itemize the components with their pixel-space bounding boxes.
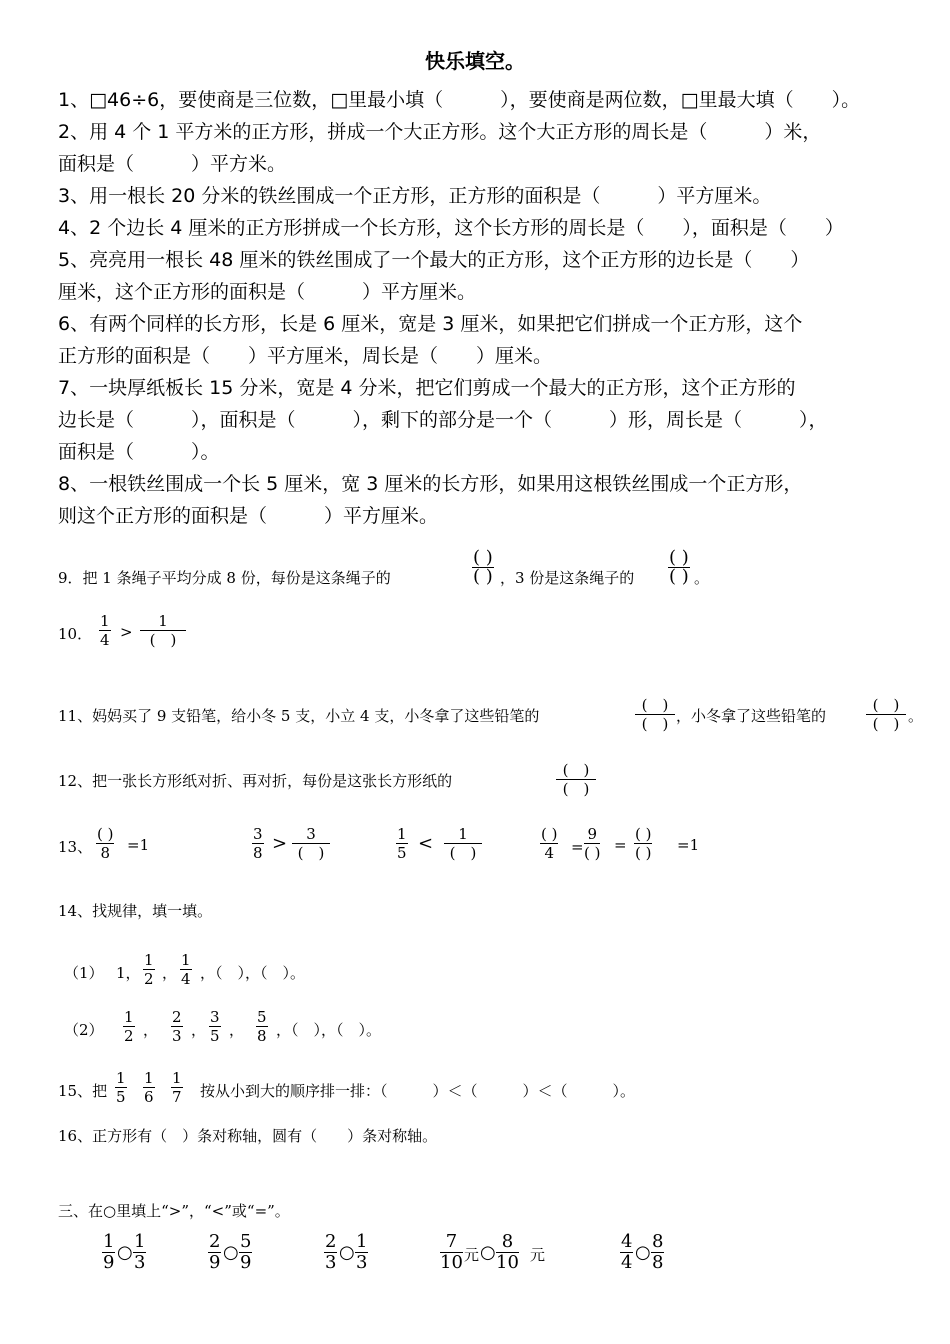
denominator: 4 <box>181 970 191 988</box>
question-11-text-1: 11、妈妈买了 9 支铅笔，给小冬 5 支，小立 4 支，小冬拿了这些铅笔的 <box>58 707 540 725</box>
compare-circle: ○ <box>635 1242 651 1263</box>
less-than-sign: < <box>418 833 434 854</box>
question-14-1-label: （1） <box>64 964 104 982</box>
numerator: 2 <box>325 1231 337 1252</box>
numerator: 5 <box>240 1231 252 1252</box>
question-7-line-1: 7、一块厚纸板长 15 分米，宽是 4 分米，把它们剪成一个最大的正方形，这个正方形的 <box>58 377 796 399</box>
yuan-unit: 元 <box>464 1246 480 1264</box>
question-4: 4、2 个边长 4 厘米的正方形拼成一个长方形，这个长方形的周长是（ ），面积是（ ） <box>58 217 844 239</box>
fraction-five-eighths <box>256 1008 268 1045</box>
fraction-two-thirds <box>171 1008 183 1045</box>
question-13-fraction-d-1 <box>540 825 558 862</box>
denominator: 6 <box>144 1088 154 1106</box>
question-5-line-1: 5、亮亮用一根长 48 厘米的铁丝围成了一个最大的正方形，这个正方形的边长是（ ） <box>58 249 810 271</box>
compare-circle: ○ <box>117 1242 133 1263</box>
question-11-text-2: ，小冬拿了这些铅笔的 <box>676 707 827 725</box>
numerator: 1 <box>444 825 482 844</box>
denominator: 4 <box>544 844 555 862</box>
denominator: ( ) <box>297 844 325 862</box>
denominator: 2 <box>144 970 154 988</box>
comma: ， <box>229 1021 245 1039</box>
fraction-three-fifths <box>209 1008 221 1045</box>
numerator: ( ) <box>556 761 596 780</box>
question-13-fraction-c-right <box>444 825 482 862</box>
denominator: 3 <box>134 1252 146 1273</box>
compare-3-left <box>324 1232 337 1273</box>
numerator: ( ) <box>635 696 675 715</box>
numerator: ( ) <box>473 547 493 568</box>
numerator: ( ) <box>541 825 558 843</box>
compare-5-left <box>620 1232 633 1273</box>
numerator: 8 <box>496 1232 519 1253</box>
question-14-2-label: （2） <box>64 1021 104 1039</box>
fraction-one-seventh <box>171 1069 183 1106</box>
question-6-line-1: 6、有两个同样的长方形，长是 6 厘米，宽是 3 厘米，如果把它们拼成一个正方形，这个 <box>58 313 803 335</box>
page-title: 快乐填空。 <box>425 49 525 73</box>
numerator: 4 <box>621 1231 633 1252</box>
question-8-line-2: 则这个正方形的面积是（ ）平方厘米。 <box>58 505 439 527</box>
compare-4-right <box>496 1232 519 1273</box>
question-14-text: 14、找规律，填一填。 <box>58 902 213 920</box>
denominator: 9 <box>240 1252 252 1273</box>
denominator: ( ) <box>635 844 652 862</box>
question-14-1-start: 1， <box>116 964 141 982</box>
question-2-line-1: 2、用 4 个 1 平方米的正方形，拼成一个大正方形。这个大正方形的周长是（ ）米， <box>58 121 822 143</box>
numerator: 1 <box>103 1231 115 1252</box>
compare-circle: ○ <box>223 1242 239 1263</box>
compare-1-left <box>102 1232 115 1273</box>
question-10-label: 10． <box>58 625 93 643</box>
denominator: 3 <box>325 1252 337 1273</box>
question-13-fraction-d-3 <box>634 825 652 862</box>
compare-4-left <box>440 1232 463 1273</box>
denominator: 3 <box>356 1252 368 1273</box>
question-11-text-3: 。 <box>908 707 924 725</box>
compare-1-right <box>133 1232 146 1273</box>
question-8-line-1: 8、一根铁丝围成一个长 5 厘米，宽 3 厘米的长方形，如果用这根铁丝围成一个正方形， <box>58 473 803 495</box>
denominator: 7 <box>172 1088 182 1106</box>
denominator: 9 <box>209 1252 221 1273</box>
numerator: 2 <box>172 1008 182 1026</box>
fraction-one-half <box>123 1008 135 1045</box>
numerator: 1 <box>116 1069 126 1087</box>
question-15-text-2: 按从小到大的顺序排一排：（ ）＜（ ）＜（ ）。 <box>200 1082 636 1100</box>
denominator: ( ) <box>149 631 177 649</box>
question-5-line-2: 厘米，这个正方形的面积是（ ）平方厘米。 <box>58 281 477 303</box>
numerator: 1 <box>144 1069 154 1087</box>
numerator: 1 <box>144 951 154 969</box>
numerator: 3 <box>253 825 263 843</box>
denominator: 10 <box>496 1252 519 1273</box>
question-13-equals-one-a: =1 <box>127 836 150 854</box>
compare-2-right <box>239 1232 252 1273</box>
numerator: 1 <box>140 612 186 631</box>
numerator: 8 <box>652 1231 664 1252</box>
question-14-2-tail: ，（ ），（ ）。 <box>276 1021 382 1039</box>
numerator: ( ) <box>669 547 689 568</box>
denominator: 5 <box>397 844 407 862</box>
denominator: ( ) <box>449 844 477 862</box>
denominator: 5 <box>116 1088 126 1106</box>
comma: ， <box>162 964 178 982</box>
numerator: ( ) <box>635 825 652 843</box>
question-12-text: 12、把一张长方形纸对折、再对折，每份是这张长方形纸的 <box>58 772 453 790</box>
fraction-one-sixth <box>143 1069 155 1106</box>
numerator: 1 <box>356 1231 368 1252</box>
question-14-1-tail: ，（ ），（ ）。 <box>200 964 306 982</box>
question-11-fraction-2 <box>866 696 906 733</box>
question-13-fraction-b-right <box>292 825 330 862</box>
question-7-line-3: 面积是（ ）。 <box>58 441 220 463</box>
question-15-text-1: 15、把 <box>58 1082 108 1100</box>
numerator: 5 <box>257 1008 267 1026</box>
denominator: ( ) <box>473 566 493 587</box>
denominator: ( ) <box>669 566 689 587</box>
denominator: 8 <box>253 844 263 862</box>
question-12-fraction <box>556 761 596 798</box>
numerator: ( ) <box>97 825 114 843</box>
numerator: 1 <box>172 1069 182 1087</box>
numerator: 1 <box>100 612 110 630</box>
denominator: 10 <box>440 1252 463 1273</box>
numerator: 7 <box>440 1232 463 1253</box>
question-9-text-2: ，3 份是这条绳子的 <box>500 569 635 587</box>
equals-sign: = <box>571 838 584 856</box>
denominator: 2 <box>124 1027 134 1045</box>
question-3: 3、用一根长 20 分米的铁丝围成一个正方形，正方形的面积是（ ）平方厘米。 <box>58 185 772 207</box>
equals-sign: = <box>614 836 627 854</box>
question-10-fraction-left <box>99 612 111 649</box>
compare-3-right <box>355 1232 368 1273</box>
comma: ， <box>143 1021 159 1039</box>
question-7-line-2: 边长是（ ），面积是（ ），剩下的部分是一个（ ）形，周长是（ ）， <box>58 409 828 431</box>
denominator: 9 <box>103 1252 115 1273</box>
question-2-line-2: 面积是（ ）平方米。 <box>58 153 287 175</box>
question-13-fraction-a <box>96 825 114 862</box>
denominator: ( ) <box>872 715 900 733</box>
question-6-line-2: 正方形的面积是（ ）平方厘米，周长是（ ）厘米。 <box>58 345 553 367</box>
greater-than-sign: > <box>120 623 133 641</box>
question-13-equals-one-d: =1 <box>677 836 700 854</box>
numerator: 3 <box>210 1008 220 1026</box>
question-10-fraction-right <box>140 612 186 649</box>
question-9-text-1: 9．把 1 条绳子平均分成 8 份，每份是这条绳子的 <box>58 569 391 587</box>
question-9-text-3: 。 <box>694 569 710 587</box>
fraction-one-fifth <box>115 1069 127 1106</box>
numerator: 3 <box>292 825 330 844</box>
compare-5-right <box>651 1232 664 1273</box>
numerator: 1 <box>124 1008 134 1026</box>
greater-than-sign: > <box>272 833 288 854</box>
numerator: 1 <box>134 1231 146 1252</box>
fraction-one-half <box>143 951 155 988</box>
question-1: 1、□46÷6，要使商是三位数，□里最小填（ ），要使商是两位数，□里最大填（ ）。 <box>58 89 861 111</box>
question-13-fraction-b-left <box>252 825 264 862</box>
yuan-unit: 元 <box>530 1246 546 1264</box>
denominator: 3 <box>172 1027 182 1045</box>
compare-circle: ○ <box>480 1242 496 1263</box>
numerator: 1 <box>181 951 191 969</box>
section-3-heading: 三、在○里填上“>”，“<”或“=”。 <box>58 1202 290 1220</box>
compare-circle: ○ <box>339 1242 355 1263</box>
numerator: ( ) <box>866 696 906 715</box>
denominator: ( ) <box>641 715 669 733</box>
denominator: 8 <box>652 1252 664 1273</box>
question-9-fraction-1 <box>472 549 494 586</box>
numerator: 9 <box>584 825 600 844</box>
fraction-one-quarter <box>180 951 192 988</box>
question-9-fraction-2 <box>668 549 690 586</box>
compare-2-left <box>208 1232 221 1273</box>
denominator: 4 <box>621 1252 633 1273</box>
comma: ， <box>191 1021 207 1039</box>
numerator: 2 <box>209 1231 221 1252</box>
denominator: ( ) <box>584 844 601 862</box>
denominator: ( ) <box>562 780 590 798</box>
denominator: 4 <box>100 631 110 649</box>
denominator: 8 <box>257 1027 267 1045</box>
denominator: 5 <box>210 1027 220 1045</box>
question-13-fraction-d-2 <box>584 825 600 862</box>
question-13-label: 13、 <box>58 838 93 856</box>
numerator: 1 <box>397 825 407 843</box>
question-16-text: 16、正方形有（ ）条对称轴，圆有（ ）条对称轴。 <box>58 1127 438 1145</box>
question-11-fraction-1 <box>635 696 675 733</box>
denominator: 8 <box>100 844 111 862</box>
question-13-fraction-c-left <box>396 825 408 862</box>
